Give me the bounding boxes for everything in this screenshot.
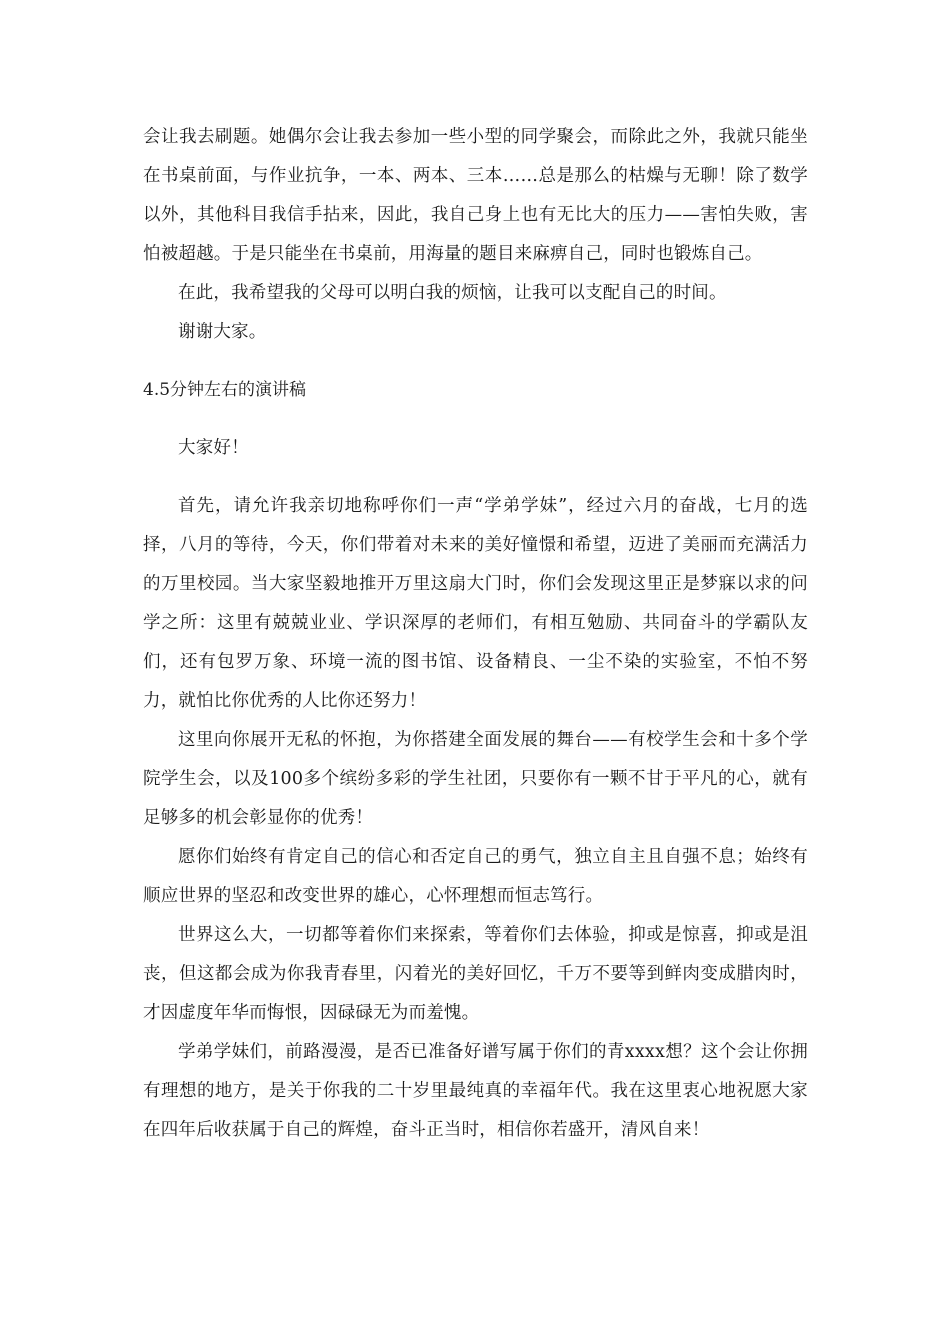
body-paragraph: 愿你们始终有肯定自己的信心和否定自己的勇气，独立自主且自强不息；始终有顺应世界的坚忍和改变世界的雄心，心怀理想而恒志笃行。	[143, 847, 808, 906]
document-body	[143, 118, 808, 1150]
blank-line	[143, 410, 808, 429]
body-paragraph: 首先，请允许我亲切地称呼你们一声“学弟学妹”，经过六月的奋战，七月的选择，八月的等待，今天，你们带着对未来的美好憧憬和希望，迈进了美丽而充满活力的万里校园。当大家坚毅地推开万里这扇大门时，你们会发现这里正是梦寐以求的问学之所：这里有兢兢业业、学识深厚的老师们，有相互勉励、共同奋斗的学霸队友们，还有包罗万象、环境一流的图书馆、设备精良、一尘不染的实验室，不怕不努力，就怕比你优秀的人比你还努力！	[143, 496, 808, 711]
section-title: 4.5分钟左右的演讲稿	[143, 380, 307, 400]
body-paragraph: 这里向你展开无私的怀抱，为你搭建全面发展的舞台——有校学生会和十多个学院学生会，以及100多个缤纷多彩的学生社团，只要你有一颗不甘于平凡的心，就有足够多的机会彰显你的优秀！	[143, 730, 808, 828]
paragraph-continuation: 会让我去刷题。她偶尔会让我去参加一些小型的同学聚会，而除此之外，我就只能坐在书桌前面，与作业抗争，一本、两本、三本……总是那么的枯燥与无聊！除了数学以外，其他科目我信手拈来，因此，我自己身上也有无比大的压力——害怕失败，害怕被超越。于是只能坐在书桌前，用海量的题目来麻痹自己，同时也锻炼自己。	[143, 127, 808, 264]
greeting: 大家好！	[178, 438, 249, 458]
blank-line	[143, 352, 808, 371]
body-paragraph: 学弟学妹们，前路漫漫，是否已准备好谱写属于你们的青xxxx想？这个会让你拥有理想的地方，是关于你我的二十岁里最纯真的幸福年代。我在这里衷心地祝愿大家在四年后收获属于自己的辉煌，奋斗正当时，相信你若盛开，清风自来！	[143, 1042, 808, 1140]
paragraph-thanks: 谢谢大家。	[178, 322, 267, 342]
blank-line	[143, 468, 808, 487]
paragraph-wish: 在此，我希望我的父母可以明白我的烦恼，让我可以支配自己的时间。	[178, 283, 727, 303]
body-paragraph: 世界这么大，一切都等着你们来探索，等着你们去体验，抑或是惊喜，抑或是沮丧，但这都会成为你我青春里，闪着光的美好回忆，千万不要等到鲜肉变成腊肉时，才因虚度年华而悔恨，因碌碌无为而羞愧。	[143, 925, 808, 1023]
